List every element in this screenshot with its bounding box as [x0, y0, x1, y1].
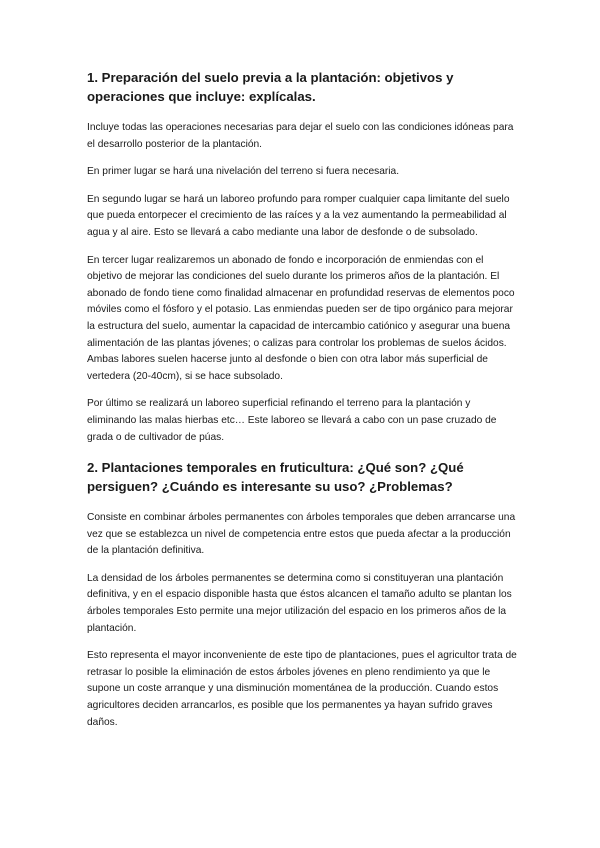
section-2-paragraph-2: La densidad de los árboles permanentes se determina como si constituyeran una plantación definitiva, y en el espacio disponible hasta que éstos alcancen el tamaño adulto se plantan los árboles temporales Esto permite una mejor utilización del espacio en los primeros años de la plantación.	[87, 572, 512, 634]
section-1-paragraph-5: Por último se realizará un laboreo superficial refinando el terreno para la plantación y eliminando las malas hierbas etc… Este laboreo se llevará a cabo con un pase cruzado de grada o de cultivador de púas.	[87, 398, 497, 443]
section-1-paragraph-1: Incluye todas las operaciones necesarias para dejar el suelo con las condiciones idóneas para el desarrollo posterior de la plantación.	[87, 122, 514, 150]
section-1-paragraph-4: En tercer lugar realizaremos un abonado de fondo e incorporación de enmiendas con el objetivo de mejorar las condiciones del suelo durante los primeros años de la plantación. El abonado de fondo tiene como finalidad almacenar en profundidad reservas de elementos poco móviles como el fósforo y el potasio. Las enmiendas pueden ser de tipo orgánico para mejorar la estructura del suelo, aumentar la capacidad de intercambio catiónico y asegurar una buena alimentación de las plantas jóvenes; o calizas para controlar los problemas de suelos ácidos. Ambas labores suelen hacerse junto al desfonde o bien con otra labor más superficial de vertedera (20-40cm), si se hace subsolado.	[87, 254, 515, 382]
section-2-heading: 2. Plantaciones temporales en fruticultura: ¿Qué son? ¿Qué persiguen? ¿Cuándo es interesante su uso? ¿Problemas?	[87, 460, 464, 495]
section-1-paragraph-3: En segundo lugar se hará un laboreo profundo para romper cualquier capa limitante del suelo que pueda entorpecer el crecimiento de las raíces y a la vez aumentando la permeabilidad al agua y al aire. Esto se llevará a cabo mediante una labor de desfonde o de subsolado.	[87, 193, 510, 238]
section-1	[87, 68, 519, 446]
document-page	[87, 68, 519, 742]
section-1-paragraph-2: En primer lugar se hará una nivelación del terreno si fuera necesaria.	[87, 166, 400, 178]
section-2-paragraph-3: Esto representa el mayor inconveniente de este tipo de plantaciones, pues el agricultor trata de retrasar lo posible la eliminación de estos árboles jóvenes en pleno rendimiento ya que le supone un coste arranque y una disminución momentánea de la producción. Cuando estos agricultores deciden arrancarlos, es posible que los permanentes ya hayan sufrido graves daños.	[87, 650, 517, 728]
section-1-heading: 1. Preparación del suelo previa a la plantación: objetivos y operaciones que incluye: explícalas.	[87, 70, 454, 104]
section-2	[87, 458, 519, 731]
section-2-paragraph-1: Consiste en combinar árboles permanentes con árboles temporales que deben arrancarse una vez que se establezca un nivel de competencia entre estos que pueda afectar a la producción de la plantación definitiva.	[87, 512, 516, 557]
